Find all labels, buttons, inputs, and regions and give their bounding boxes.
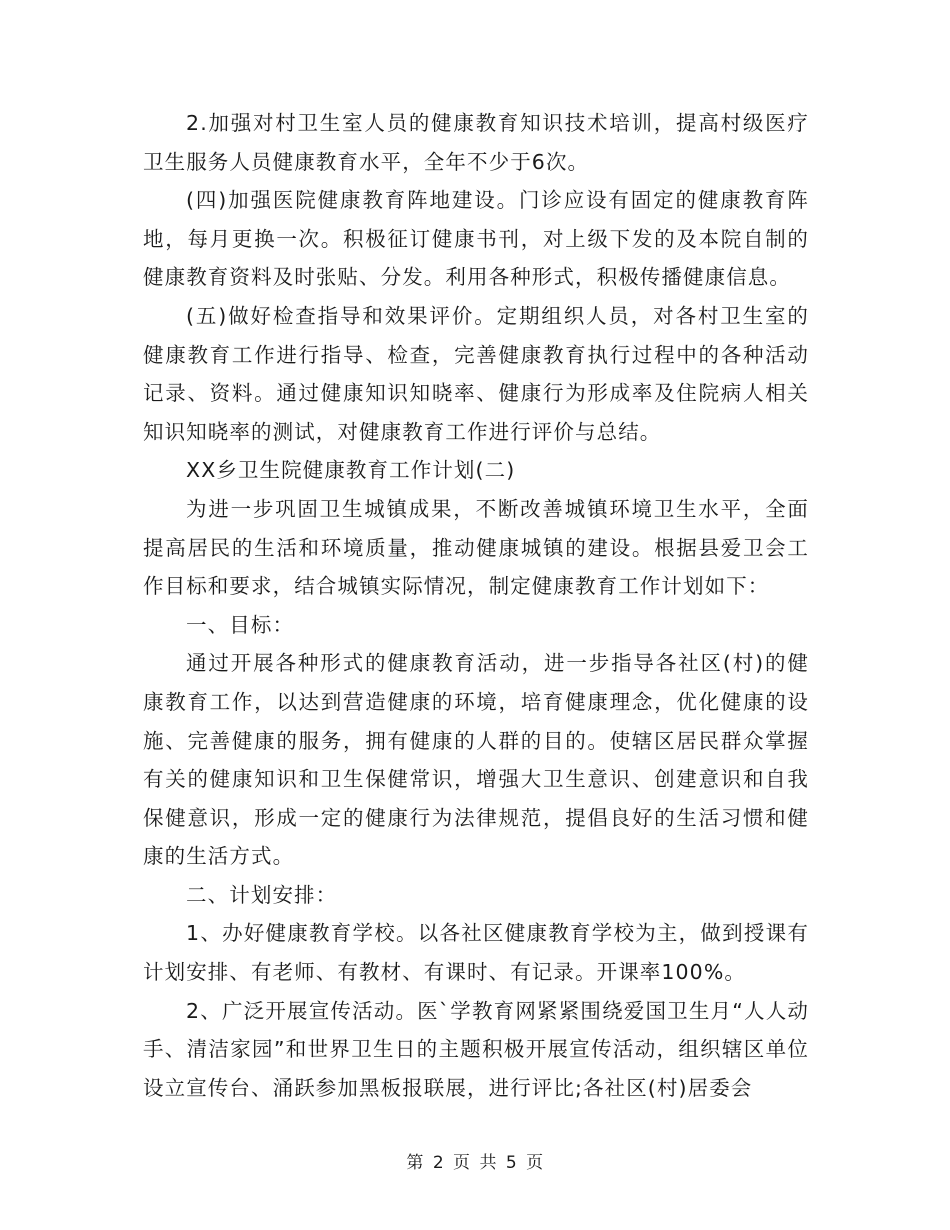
paragraph-section-4: (四)加强医院健康教育阵地建设。门诊应设有固定的健康教育阵地，每月更换一次。积极征订健康书刊，对上级下发的及本院自制的健康教育资料及时张贴、分发。利用各种形式，积极传播健康信息。	[143, 188, 809, 290]
paragraph-plan-2: 2、广泛开展宣传活动。医`学教育网紧紧围绕爱国卫生月“人人动手、清洁家园”和世界卫生日的主题积极开展宣传活动，组织辖区单位设立宣传台、涌跃参加黑板报联展，进行评比;各社区(村)居委会	[143, 998, 809, 1100]
paragraph-plan-1: 1、办好健康教育学校。以各社区健康教育学校为主，做到授课有计划安排、有老师、有教材、有课时、有记录。开课率100%。	[143, 921, 809, 985]
paragraph-section-5: (五)做好检查指导和效果评价。定期组织人员，对各村卫生室的健康教育工作进行指导、检查，完善健康教育执行过程中的各种活动记录、资料。通过健康知识知晓率、健康行为形成率及住院病人相关知识知晓率的测试，对健康教育工作进行评价与总结。	[143, 303, 809, 444]
section-heading: XX乡卫生院健康教育工作计划(二)	[186, 458, 516, 483]
paragraph-training: 2.加强对村卫生室人员的健康教育知识技术培训，提高村级医疗卫生服务人员健康教育水平，全年不少于6次。	[143, 111, 809, 174]
paragraph-intro: 为进一步巩固卫生城镇成果，不断改善城镇环境卫生水平，全面提高居民的生活和环境质量，推动健康城镇的建设。根据县爱卫会工作目标和要求，结合城镇实际情况，制定健康教育工作计划如下：	[143, 496, 809, 599]
page-number: 第 2 页 共 5 页	[406, 1153, 544, 1173]
heading-goals: 一、目标：	[186, 612, 295, 637]
paragraph-goals: 通过开展各种形式的健康教育活动，进一步指导各社区(村)的健康教育工作，以达到营造健康的环境，培育健康理念，优化健康的设施、完善健康的服务，拥有健康的人群的目的。使辖区居民群众掌握有关的健康知识和卫生保健常识，增强大卫生意识、创建意识和自我保健意识，形成一定的健康行为法律规范，提倡良好的生活习惯和健康的生活方式。	[143, 651, 809, 869]
heading-plan: 二、计划安排：	[186, 882, 338, 907]
document-body	[143, 104, 809, 1107]
